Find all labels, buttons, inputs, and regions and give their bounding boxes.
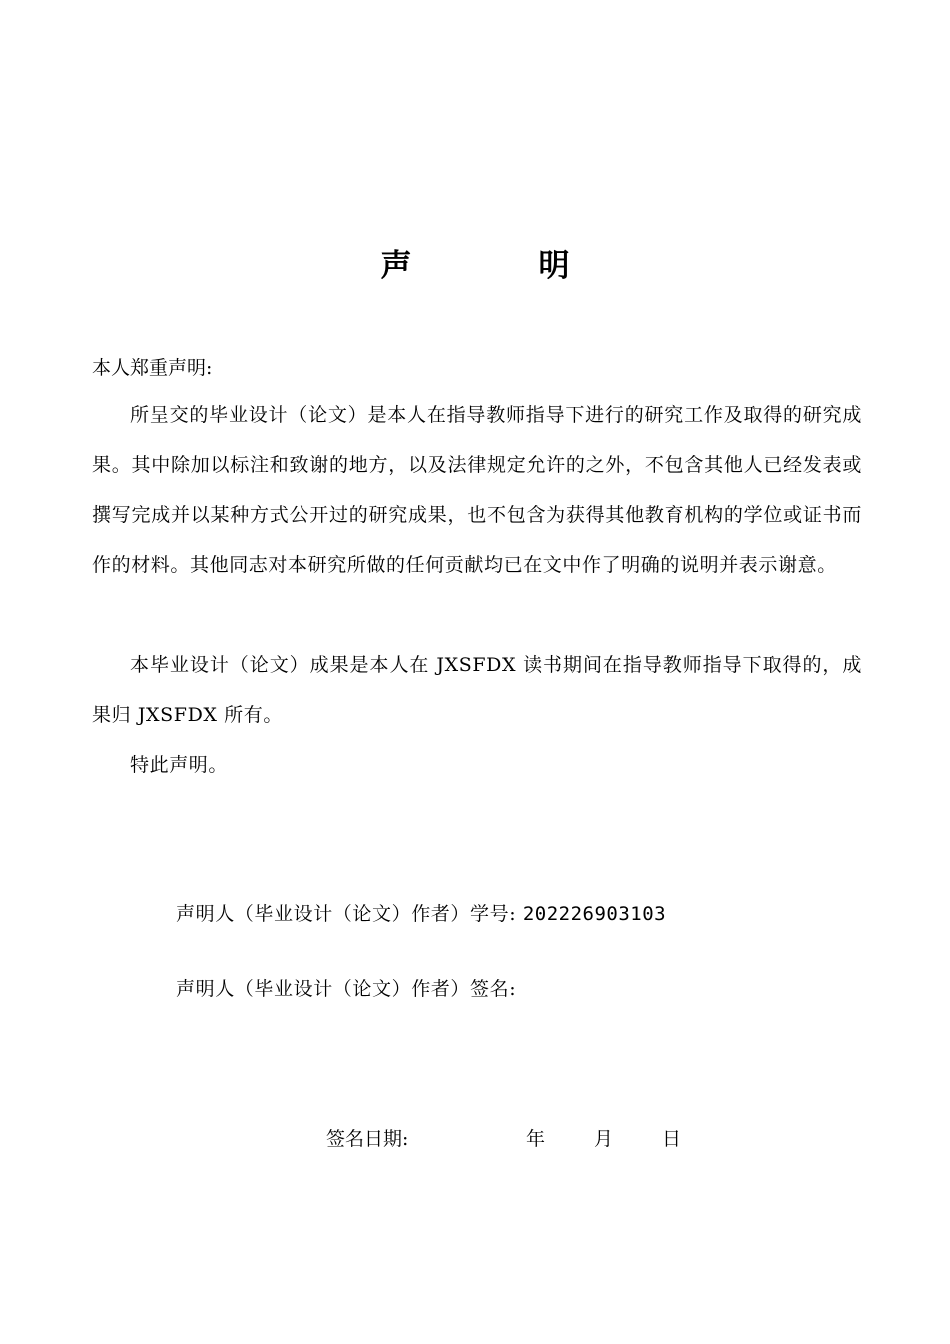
student-id-value: 202226903103 [522,903,667,925]
signature-date-line [326,1126,681,1152]
declaration-title: 声 明 [380,248,618,284]
date-year-label: 年 [526,1128,546,1150]
declaration-paragraph-closing: 特此声明。 [130,754,229,776]
declaration-paragraph-originality: 所呈交的毕业设计（论文）是本人在指导教师指导下进行的研究工作及取得的研究成果。其中除加以标注和致谢的地方，以及法律规定允许的之外，不包含其他人已经发表或撰写完成并以某种方式公开过的研究成果，也不包含为获得其他教育机构的学位或证书而作的材料。其他同志对本研究所做的任何贡献均已在文中作了明确的说明并表示谢意。 [92,404,862,576]
signature-date-label: 签名日期: [326,1128,409,1150]
declaration-intro: 本人郑重声明: [92,357,213,379]
date-month-label: 月 [594,1128,614,1150]
date-day-label: 日 [662,1128,682,1150]
signature-label: 声明人（毕业设计（论文）作者）签名: [176,978,517,1000]
declaration-paragraph-ownership: 本毕业设计（论文）成果是本人在 JXSFDX 读书期间在指导教师指导下取得的，成果归 JXSFDX 所有。 [92,654,862,726]
student-id-label: 声明人（毕业设计（论文）作者）学号: [176,903,517,925]
student-id-line [176,901,666,927]
signature-line [176,976,516,1002]
